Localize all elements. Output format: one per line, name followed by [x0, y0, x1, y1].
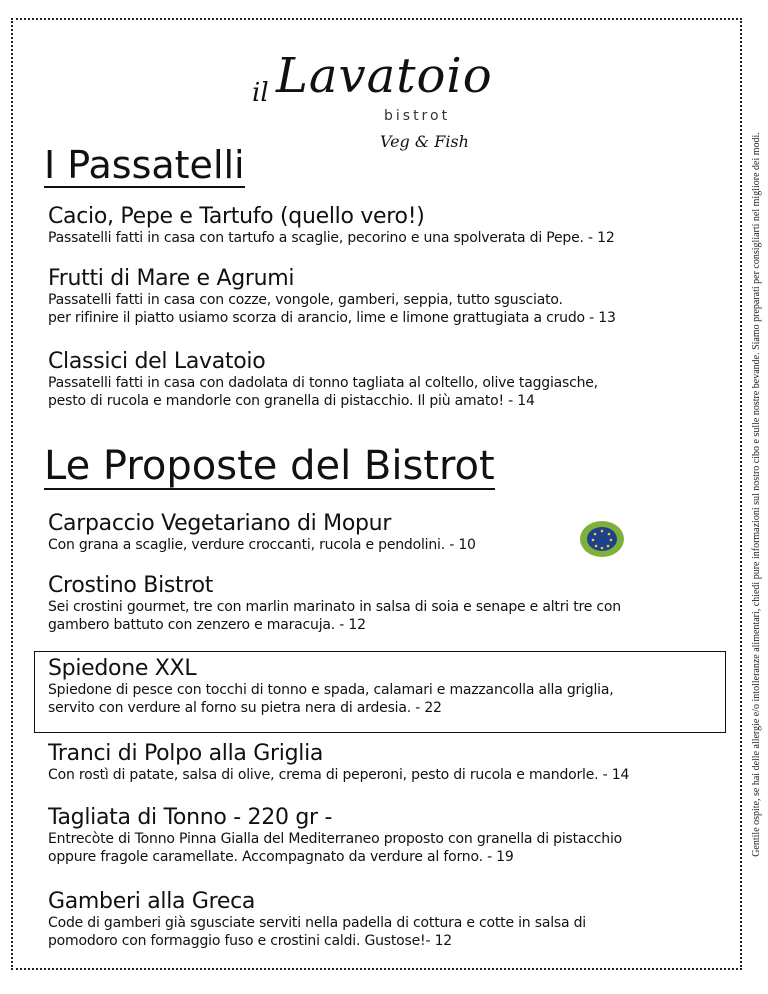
section-title-proposte: Le Proposte del Bistrot	[44, 443, 495, 489]
eu-organic-logo	[578, 519, 626, 559]
item-name: Tagliata di Tonno - 220 gr -	[48, 805, 333, 830]
restaurant-logo	[246, 40, 496, 160]
item-description-line: per rifinire il piatto usiamo scorza di arancio, lime e limone grattugiata a crudo - 13	[48, 310, 616, 326]
item-description-line: Passatelli fatti in casa con dadolata di tonno tagliata al coltello, olive taggiasche,	[48, 375, 598, 391]
allergy-note-text: Gentile ospite, se hai delle allergie e/o intolleranze alimentari, chiedi pure informazioni sul nostro cibo e sulle nostre bevande. Siamo preparati per consigliarti nel migliore dei modi.	[750, 131, 762, 857]
menu-item	[48, 512, 738, 554]
item-name: Frutti di Mare e Agrumi	[48, 266, 295, 291]
item-description-line: Code di gamberi già sgusciate serviti nella padella di cottura e cotte in salsa di	[48, 915, 586, 931]
section-title-passatelli: I Passatelli	[44, 143, 245, 187]
item-name: Tranci di Polpo alla Griglia	[48, 741, 324, 766]
allergy-note	[744, 18, 768, 970]
logo-name: Lavatoio	[276, 48, 493, 104]
item-description-line: gambero battuto con zenzero e maracuja. - 12	[48, 617, 366, 633]
item-description-line: servito con verdure al forno su pietra nera di ardesia. - 22	[48, 700, 442, 716]
menu-item	[48, 267, 738, 327]
logo-subtitle: bistrot	[384, 108, 451, 124]
menu-item	[48, 890, 738, 950]
item-name: Spiedone XXL	[48, 656, 197, 681]
menu-item	[48, 574, 738, 634]
menu-item	[48, 657, 738, 717]
item-name: Crostino Bistrot	[48, 573, 214, 598]
item-description-line: Passatelli fatti in casa con tartufo a scaglie, pecorino e una spolverata di Pepe. - 12	[48, 230, 615, 246]
menu-item	[48, 350, 738, 410]
item-description-line: Passatelli fatti in casa con cozze, vongole, gamberi, seppia, tutto sgusciato.	[48, 292, 563, 308]
item-description-line: Con rostì di patate, salsa di olive, crema di peperoni, pesto di rucola e mandorle. - 14	[48, 767, 630, 783]
logo-tagline: Veg & Fish	[380, 132, 469, 151]
item-name: Carpaccio Vegetariano di Mopur	[48, 511, 392, 536]
item-description-line: oppure fragole caramellate. Accompagnato da verdure al forno. - 19	[48, 849, 514, 865]
item-name: Gamberi alla Greca	[48, 889, 256, 914]
item-description-line: Entrecòte di Tonno Pinna Gialla del Mediterraneo proposto con granella di pistacchio	[48, 831, 623, 847]
item-description-line: pesto di rucola e mandorle con granella di pistacchio. Il più amato! - 14	[48, 393, 535, 409]
menu-item	[48, 205, 738, 247]
item-description-line: Sei crostini gourmet, tre con marlin marinato in salsa di soia e senape e altri tre con	[48, 599, 621, 615]
item-description-line: Con grana a scaglie, verdure croccanti, rucola e pendolini. - 10	[48, 537, 476, 553]
logo-prefix: il	[252, 78, 269, 108]
item-description-line: pomodoro con formaggio fuso e crostini caldi. Gustose!- 12	[48, 933, 452, 949]
menu-item	[48, 742, 738, 784]
item-name: Cacio, Pepe e Tartufo (quello vero!)	[48, 204, 425, 229]
item-name: Classici del Lavatoio	[48, 349, 266, 374]
item-description-line: Spiedone di pesce con tocchi di tonno e spada, calamari e mazzancolla alla griglia,	[48, 682, 614, 698]
menu-item	[48, 806, 738, 866]
